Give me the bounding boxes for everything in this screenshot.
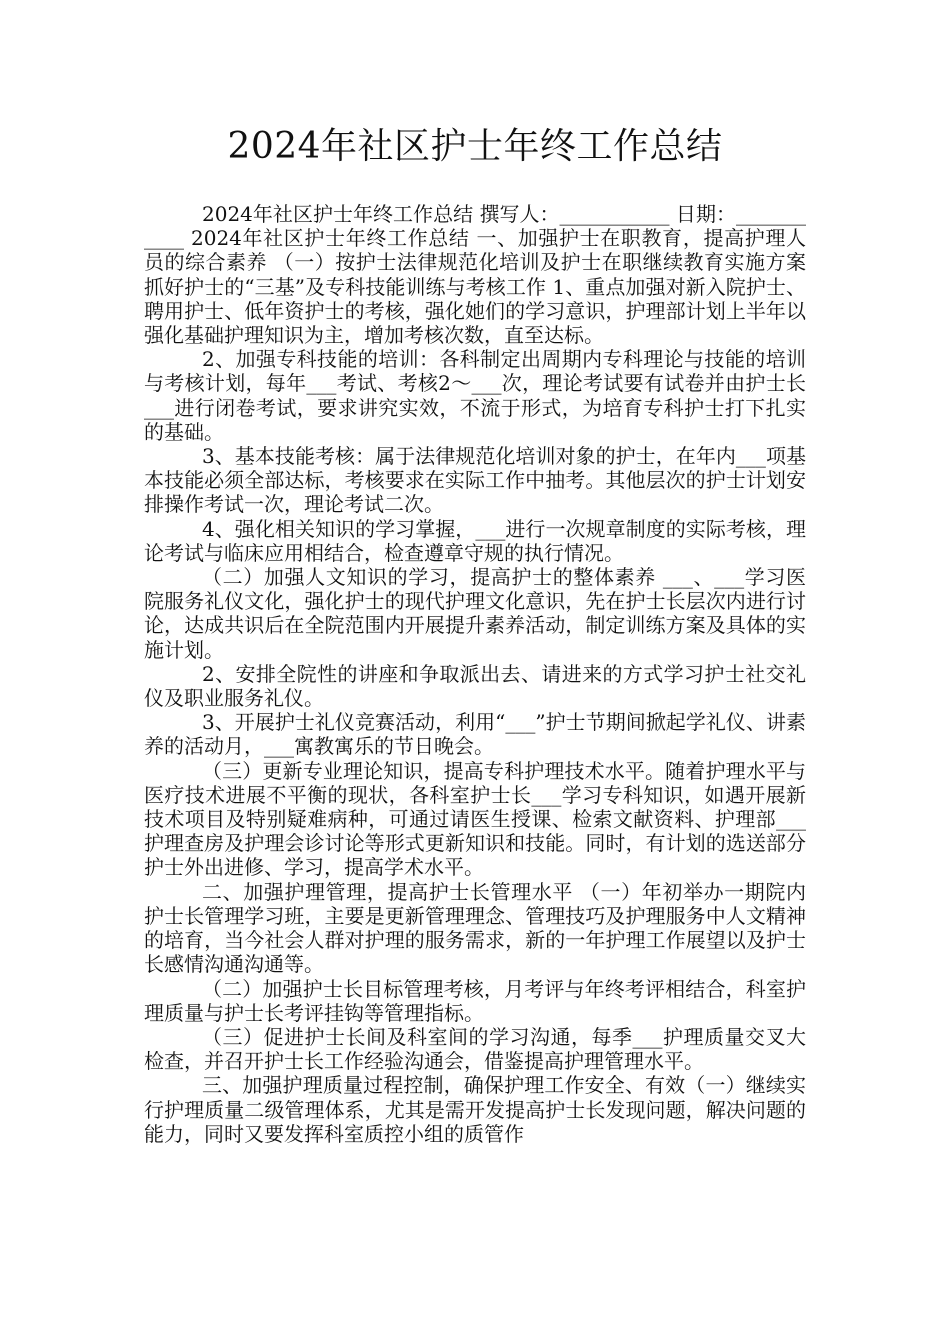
- paragraph-11: （三）促进护士长间及科室间的学习沟通，每季___护理质量交叉大检查，并召开护士长工作经验沟通会，借鉴提高护理管理水平。: [144, 1024, 806, 1074]
- paragraph-3: 3、基本技能考核：属于法律规范化培训对象的护士，在年内___项基本技能必须全部达标，考核要求在实际工作中抽考。其他层次的护士计划安排操作考试一次，理论考试二次。: [144, 444, 806, 517]
- document-title: 2024年社区护士年终工作总结: [227, 126, 723, 167]
- paragraph-5: （二）加强人文知识的学习，提高护士的整体素养 ___、___学习医院服务礼仪文化，强化护士的现代护理文化意识，先在护士长层次内进行讨论，达成共识后在全院范围内开展提升素养活动，制定训练方案及具体的实施计划。: [144, 565, 806, 662]
- paragraph-1: 2024年社区护士年终工作总结 撰写人：___________ 日期：___________ 2024年社区护士年终工作总结 一、加强护士在职教育，提高护理人员的综合素养 （一）按护士法律规范化培训及护士在职继续教育实施方案抓好护士的“三基”及专科技能训练与考核工作 1、重点加强对新入院护士、聘用护士、低年资护士的考核，强化她们的学习意识，护理部计划上半年以强化基础护理知识为主，增加考核次数，直至达标。: [144, 202, 806, 348]
- document-page: [144, 122, 806, 1146]
- paragraph-8: （三）更新专业理论知识，提高专科护理技术水平。随着护理水平与医疗技术进展不平衡的现状，各科室护士长___学习专科知识，如遇开展新技术项目及特别疑难病种，可通过请医生授课、检索文献资料、护理部___护理查房及护理会诊讨论等形式更新知识和技能。同时，有计划的选送部分护士外出进修、学习，提高学术水平。: [144, 758, 806, 880]
- paragraph-7: 3、开展护士礼仪竞赛活动，利用“___”护士节期间掀起学礼仪、讲素养的活动月，___寓教寓乐的节日晚会。: [144, 710, 806, 759]
- paragraph-6: 2、安排全院性的讲座和争取派出去、请进来的方式学习护士社交礼仪及职业服务礼仪。: [144, 661, 806, 711]
- paragraph-10: （二）加强护士长目标管理考核，月考评与年终考评相结合，科室护理质量与护士长考评挂钩等管理指标。: [144, 976, 806, 1025]
- paragraph-4: 4、强化相关知识的学习掌握，___进行一次规章制度的实际考核，理论考试与临床应用相结合，检查遵章守规的执行情况。: [144, 516, 806, 565]
- paragraph-2: 2、加强专科技能的培训：各科制定出周期内专科理论与技能的培训与考核计划，每年___考试、考核2～___次，理论考试要有试卷并由护士长___进行闭卷考试，要求讲究实效，不流于形式，为培育专科护士打下扎实的基础。: [144, 347, 806, 444]
- paragraph-12: 三、加强护理质量过程控制，确保护理工作安全、有效（一）继续实行护理质量二级管理体系，尤其是需开发提高护士长发现问题，解决问题的能力，同时又要发挥科室质控小组的质管作: [144, 1073, 806, 1146]
- paragraph-9: 二、加强护理管理，提高护士长管理水平 （一）年初举办一期院内护士长管理学习班，主要是更新管理理念、管理技巧及护理服务中人文精神的培育，当今社会人群对护理的服务需求，新的一年护理工作展望以及护士长感情沟通沟通等。: [144, 879, 806, 977]
